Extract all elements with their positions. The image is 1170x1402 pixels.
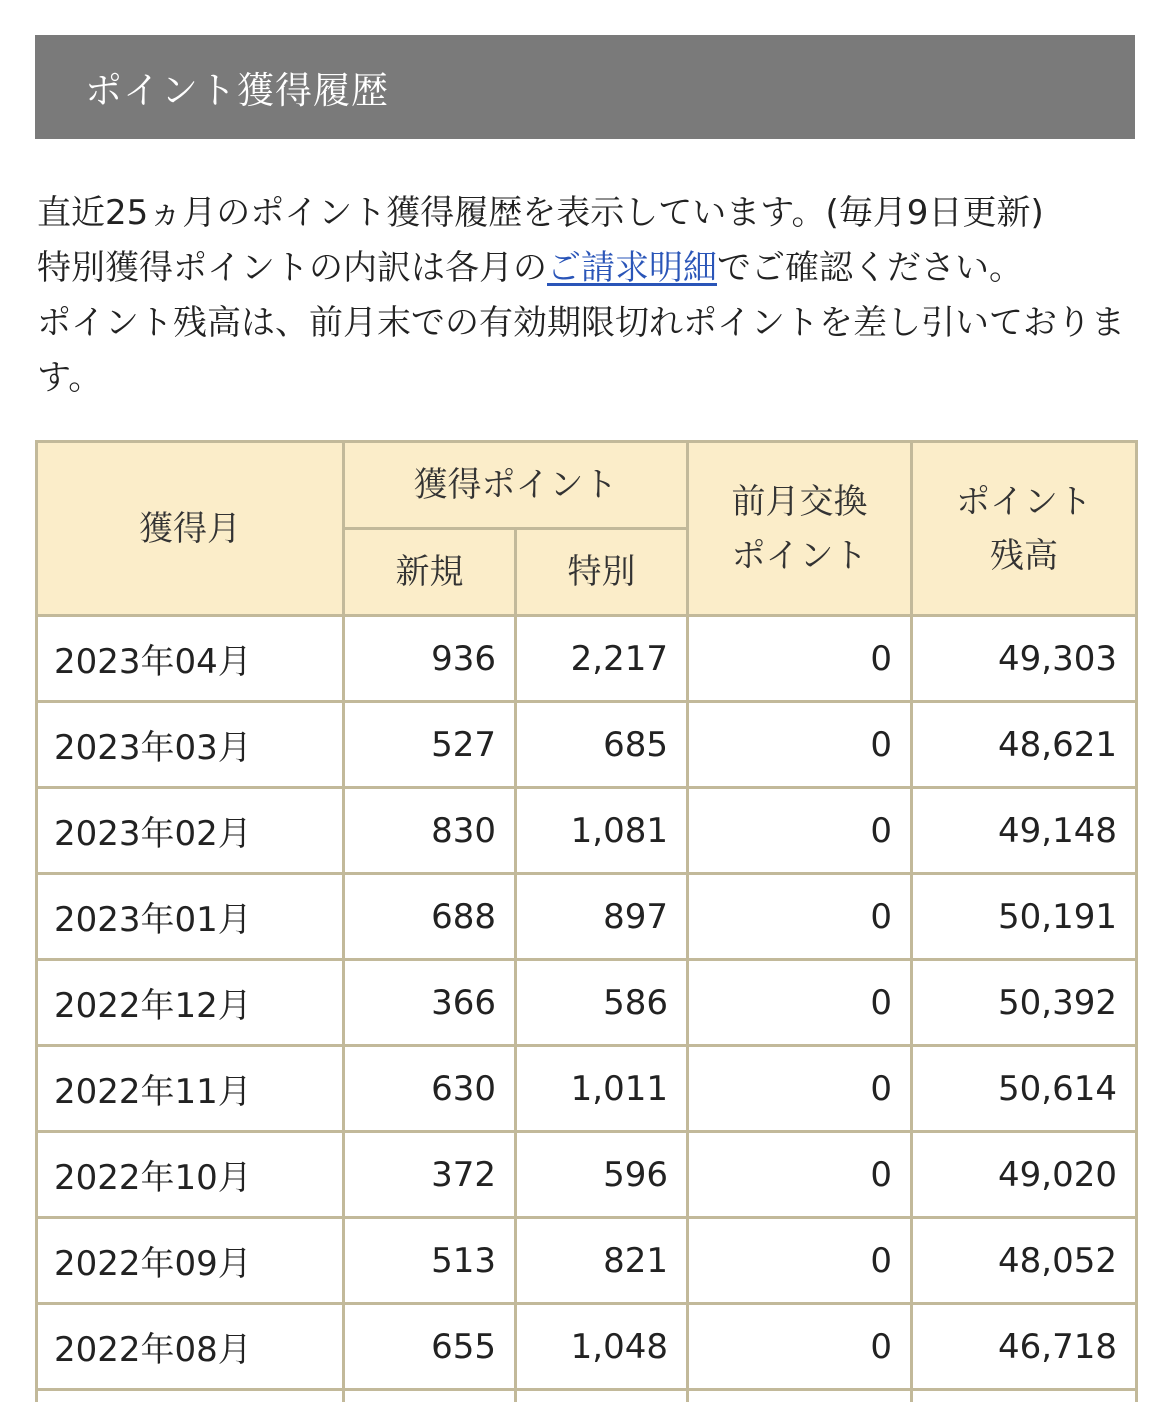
section-header xyxy=(35,35,1135,139)
cell-balance: 50,614 xyxy=(912,1046,1137,1132)
cell-new-points: 936 xyxy=(344,616,516,702)
cell-exchange-points: 0 xyxy=(688,1046,912,1132)
cell-new-points: 372 xyxy=(344,1132,516,1218)
table-row xyxy=(37,1304,1137,1390)
cell-exchange-points: 0 xyxy=(688,702,912,788)
cell-balance: 50,392 xyxy=(912,960,1137,1046)
cell-balance: 49,303 xyxy=(912,616,1137,702)
table-body xyxy=(37,616,1137,1402)
cell-exchange-points: 0 xyxy=(688,788,912,874)
cell-new-points: 527 xyxy=(344,702,516,788)
cell-special-points: 596 xyxy=(516,1132,688,1218)
intro-line-2-before: 特別獲得ポイントの内訳は各月の xyxy=(37,248,547,288)
cell-exchange-points: 0 xyxy=(688,616,912,702)
cell-new-points: 630 xyxy=(344,1046,516,1132)
table-row xyxy=(37,1218,1137,1304)
table-row xyxy=(37,874,1137,960)
cell-exchange-points xyxy=(688,1390,912,1402)
cell-special-points: 821 xyxy=(516,1218,688,1304)
header-prev-exchange: 前月交換 ポイント xyxy=(688,442,912,616)
cell-balance: 49,148 xyxy=(912,788,1137,874)
cell-month: 2022年10月 xyxy=(37,1132,344,1218)
cell-month: 2022年08月 xyxy=(37,1304,344,1390)
cell-special-points: 1,048 xyxy=(516,1304,688,1390)
cell-month: 2022年09月 xyxy=(37,1218,344,1304)
page-title: ポイント獲得履歴 xyxy=(85,69,389,112)
cell-new-points: 513 xyxy=(344,1218,516,1304)
header-new: 新規 xyxy=(344,529,516,616)
cell-month xyxy=(37,1390,344,1402)
cell-special-points: 2,217 xyxy=(516,616,688,702)
intro-line-3: ポイント残高は、前月末での有効期限切れポイントを差し引いております。 xyxy=(37,303,1125,398)
header-special: 特別 xyxy=(516,529,688,616)
header-row-1 xyxy=(37,442,1137,529)
cell-month: 2022年12月 xyxy=(37,960,344,1046)
header-earned-points: 獲得ポイント xyxy=(344,442,688,529)
cell-balance: 48,621 xyxy=(912,702,1137,788)
cell-month: 2023年02月 xyxy=(37,788,344,874)
table-row xyxy=(37,1046,1137,1132)
intro-line-1: 直近25ヵ月のポイント獲得履歴を表示しています。(毎月9日更新) xyxy=(37,193,1044,233)
cell-exchange-points: 0 xyxy=(688,874,912,960)
table-row xyxy=(37,788,1137,874)
intro-line-2-after: でご確認ください。 xyxy=(717,248,1023,288)
cell-month: 2022年11月 xyxy=(37,1046,344,1132)
cell-new-points xyxy=(344,1390,516,1402)
points-history-table xyxy=(35,440,1138,1402)
table-row xyxy=(37,1390,1137,1402)
table-row xyxy=(37,616,1137,702)
table-row xyxy=(37,702,1137,788)
cell-special-points: 897 xyxy=(516,874,688,960)
cell-new-points: 688 xyxy=(344,874,516,960)
cell-exchange-points: 0 xyxy=(688,1218,912,1304)
cell-balance: 49,020 xyxy=(912,1132,1137,1218)
cell-month: 2023年01月 xyxy=(37,874,344,960)
table-row xyxy=(37,960,1137,1046)
billing-statement-link[interactable]: ご請求明細 xyxy=(547,248,717,288)
cell-new-points: 830 xyxy=(344,788,516,874)
cell-special-points: 685 xyxy=(516,702,688,788)
cell-exchange-points: 0 xyxy=(688,960,912,1046)
cell-balance: 50,191 xyxy=(912,874,1137,960)
cell-month: 2023年04月 xyxy=(37,616,344,702)
intro-text xyxy=(37,186,1127,406)
cell-balance: 48,052 xyxy=(912,1218,1137,1304)
cell-balance: 46,718 xyxy=(912,1304,1137,1390)
cell-new-points: 366 xyxy=(344,960,516,1046)
cell-exchange-points: 0 xyxy=(688,1304,912,1390)
cell-month: 2023年03月 xyxy=(37,702,344,788)
cell-exchange-points: 0 xyxy=(688,1132,912,1218)
cell-special-points: 1,081 xyxy=(516,788,688,874)
cell-special-points: 586 xyxy=(516,960,688,1046)
cell-new-points: 655 xyxy=(344,1304,516,1390)
header-balance: ポイント 残高 xyxy=(912,442,1137,616)
cell-special-points xyxy=(516,1390,688,1402)
cell-balance xyxy=(912,1390,1137,1402)
cell-special-points: 1,011 xyxy=(516,1046,688,1132)
table-row xyxy=(37,1132,1137,1218)
header-month: 獲得月 xyxy=(37,442,344,616)
intro-line-2 xyxy=(37,241,1127,296)
